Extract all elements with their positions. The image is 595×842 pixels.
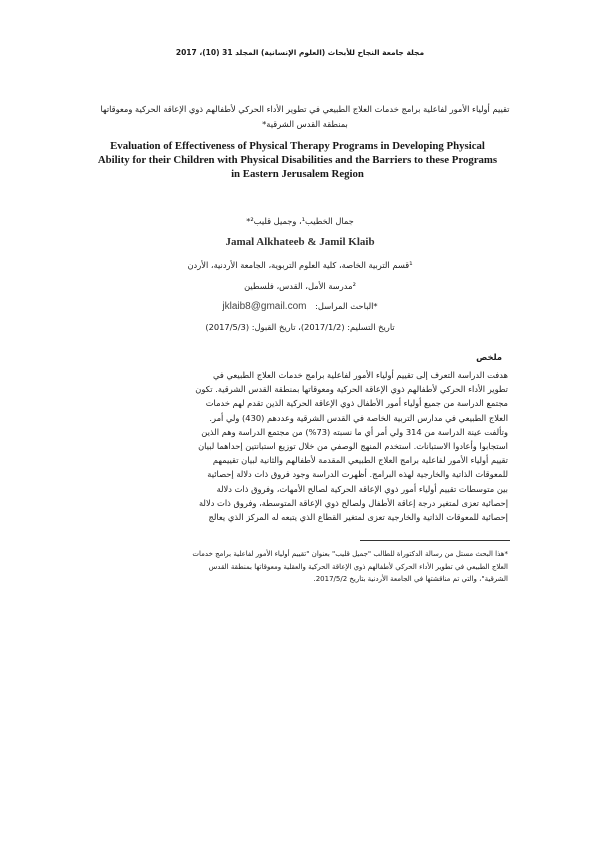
arabic-authors: جمال الخطيب¹، وجميل قليب²* <box>246 216 354 226</box>
footnote-line: العلاج الطبيعي في تطوير الأداء الحركي لأطفالهم ذوي الإعاقة الحركية والعقلية ومعوقاتها بمنطقة القدس <box>208 562 508 571</box>
abstract-line: العلاج الطبيعي في مدارس التربية الخاصة في القدس الشرقية وعددهم (430) ولي أمر. <box>209 412 508 423</box>
abstract-body <box>72 368 508 524</box>
affiliation-1: ¹قسم التربية الخاصة، كلية العلوم التربوية، الجامعة الأردنية، الأردن <box>187 260 413 270</box>
footnote-divider <box>360 540 510 541</box>
english-authors: Jamal Alkhateeb & Jamil Klaib <box>225 236 375 248</box>
abstract-line: تقييم أولياء الأمور لفاعلية برامج العلاج الطبيعي المقدمة لأطفالهم والثانية لبيان تقييمهم <box>212 455 508 466</box>
abstract-heading: ملخص <box>476 352 502 362</box>
abstract-line: وتألفت عينة الدراسة من 314 ولي أمر أي ما نسبته (73%) من مجتمع الدراسة وهم الذين <box>201 426 508 437</box>
footnote-line: الشرقية"، والتي تم مناقشتها في الجامعة الأردنية بتاريخ 2017/5/2. <box>313 575 508 583</box>
arabic-title: تقييم أولياء الأمور لفاعلية برامج خدمات العلاج الطبيعي في تطوير الأداء الحركي لأطفالهم ذوي الإعاقة الحركية ومعوقاتها بمنطقة القدس الشرقية* <box>100 104 510 129</box>
abstract-line: إحصائية للمعوقات الذاتية والخارجية تعزى لمتغير القطاع الذي يتبعه له المركز الذي يعالج <box>208 512 508 523</box>
abstract-line: للمعوقات الذاتية والخارجية لهذه البرامج. أظهرت الدراسة وجود فروق ذات دلالة إحصائية <box>207 469 508 480</box>
contact-label: *الباحث المراسل: <box>315 301 378 311</box>
footnote-line: *هذا البحث مستل من رسالة الدكتوراة للطالب "جميل قليب" بعنوان "تقييم أولياء الأمور لفاعلية برامج خدمات <box>192 550 508 558</box>
abstract-line: مجتمع الدراسة من جميع أولياء أمور الأطفال ذوي الإعاقة الحركية الذين تقدم لهم خدمات <box>205 398 508 409</box>
journal-header: مجلة جامعة النجاح للأبحاث (العلوم الإنسانية) المجلد 31 (10)، 2017 <box>175 48 425 57</box>
english-title: Evaluation of Effectiveness of Physical Therapy Programs in Developing Physical Ability for their Children with Physical Disabilities and the Barriers to these Programs in Eastern Jerusalem Region <box>97 140 498 180</box>
abstract-line: هدفت الدراسة التعرف إلى تقييم أولياء الأمور لفاعلية برامج خدمات العلاج الطبيعي في <box>213 370 508 380</box>
abstract-line: تطوير الأداء الحركي لأطفالهم ذوي الإعاقة الحركية ومعوقاتها بمنطقة القدس الشرقية. تكون <box>195 384 508 395</box>
footnote <box>72 548 508 586</box>
abstract-line: بين متوسطات تقييم أولياء أمور ذوي الإعاقة الحركية لصالح الأمهات، وفروق ذات دلالة <box>216 483 508 494</box>
submission-dates: تاريخ التسليم: (2017/1/2)، تاريخ القبول: (2017/5/3) <box>205 322 395 332</box>
abstract-line: استجابوا وأعادوا الاستبانات. استخدم المنهج الوصفي من خلال توزيع استبانتين إحداهما لبيان <box>198 441 508 452</box>
contact-email[interactable]: jklaib8@gmail.com <box>222 301 307 312</box>
affiliation-2: ²مدرسة الأمل، القدس، فلسطين <box>244 281 356 291</box>
abstract-line: إحصائية تعزى لمتغير درجة إعاقة الأطفال ولصالح ذوي الإعاقة المتوسطة، وفروق ذات دلالة <box>198 497 508 508</box>
corresponding-author <box>100 301 500 312</box>
